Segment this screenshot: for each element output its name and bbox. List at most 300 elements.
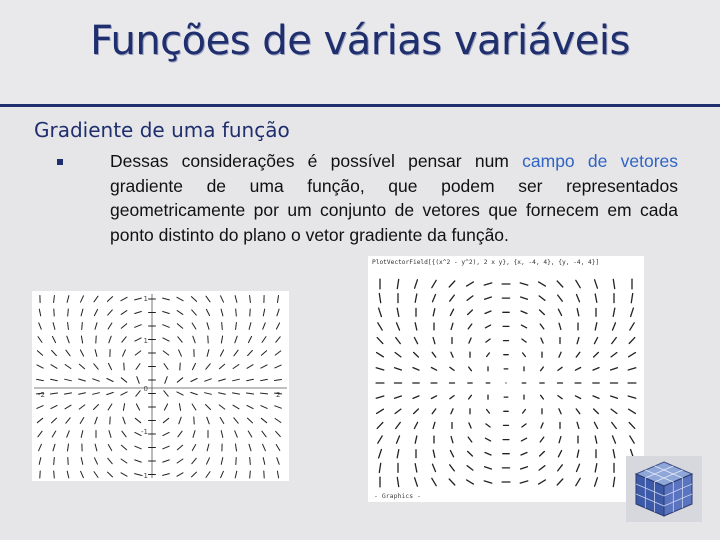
vector-arrow — [521, 297, 528, 299]
vector-arrow — [577, 338, 579, 344]
vector-arrow — [415, 280, 418, 288]
vector-arrow — [107, 379, 113, 382]
vector-arrow — [79, 405, 85, 409]
vector-arrow — [594, 352, 599, 357]
vector-arrow — [577, 309, 579, 316]
vector-arrow — [541, 395, 544, 399]
vector-arrow — [276, 337, 280, 342]
vector-arrow — [122, 431, 126, 437]
vector-arrow — [164, 391, 168, 396]
vector-arrow — [136, 391, 140, 396]
vector-arrow — [485, 311, 491, 314]
vector-arrow — [107, 297, 112, 302]
vector-arrow — [235, 296, 237, 303]
vector-arrow — [263, 444, 266, 450]
vector-arrow — [611, 396, 618, 398]
vector-arrow — [468, 451, 473, 456]
vector-arrow — [81, 309, 83, 316]
vector-arrow — [219, 364, 224, 369]
vector-arrow — [191, 392, 198, 394]
vector-arrow — [379, 308, 382, 316]
vector-arrow — [193, 431, 195, 438]
vector-arrow — [261, 351, 266, 356]
vector-arrow — [629, 353, 636, 357]
vector-arrow — [81, 336, 82, 343]
vector-arrow — [613, 279, 614, 288]
vector-arrow — [484, 283, 492, 285]
vector-arrow — [630, 323, 634, 330]
left-y-tick-label: 0 — [143, 385, 148, 393]
vector-arrow — [80, 418, 84, 424]
vector-arrow — [467, 296, 473, 300]
vector-arrow — [67, 431, 70, 437]
vector-arrow — [414, 338, 417, 344]
vector-arrow — [487, 353, 490, 357]
vector-arrow — [193, 363, 196, 369]
vector-arrow — [177, 297, 183, 300]
vector-arrow — [54, 296, 55, 303]
graphics-caption: - Graphics - — [374, 492, 421, 500]
vector-arrow — [163, 418, 168, 422]
vector-arrow — [94, 472, 98, 478]
vector-arrow — [54, 458, 55, 465]
vector-arrow — [595, 478, 598, 486]
vector-arrow — [163, 351, 169, 355]
vector-arrow — [94, 405, 99, 410]
vector-arrow — [539, 466, 545, 470]
vector-arrow — [485, 467, 492, 469]
vector-arrow — [540, 451, 545, 456]
vector-arrow — [108, 404, 112, 410]
vector-arrow — [135, 338, 141, 341]
vector-arrow — [121, 473, 127, 476]
vector-arrow — [431, 396, 436, 399]
vector-arrow — [247, 405, 253, 408]
vector-arrow — [521, 453, 527, 456]
left-vector-field-plot — [32, 291, 289, 481]
vector-arrow — [520, 481, 528, 483]
vector-arrow — [250, 296, 251, 303]
vector-arrow — [122, 337, 126, 342]
vector-arrow — [81, 458, 83, 465]
vector-arrow — [123, 404, 124, 411]
vector-arrow — [575, 396, 580, 399]
vector-arrow — [575, 368, 580, 371]
vector-arrow — [177, 392, 183, 395]
vector-arrow — [397, 323, 400, 330]
vector-arrow — [629, 409, 636, 413]
vector-arrow — [433, 450, 435, 457]
vector-arrow — [629, 423, 635, 429]
vector-arrow — [234, 418, 238, 423]
vector-arrow — [192, 458, 196, 463]
vector-arrow — [123, 350, 126, 356]
vector-arrow — [108, 323, 112, 329]
vector-arrow — [486, 339, 490, 342]
vector-arrow — [65, 405, 71, 409]
vector-arrow — [521, 438, 526, 441]
vector-arrow — [236, 444, 237, 451]
vector-arrow — [37, 365, 43, 368]
vector-arrow — [247, 365, 253, 369]
vector-arrow — [612, 422, 617, 428]
vector-arrow — [415, 478, 418, 486]
vector-arrow — [468, 310, 473, 315]
vector-arrow — [94, 296, 98, 302]
vector-arrow — [135, 312, 142, 314]
vector-arrow — [539, 296, 545, 300]
vector-arrow — [522, 424, 526, 427]
vector-arrow — [109, 363, 112, 369]
vector-arrow — [261, 393, 268, 394]
vector-arrow — [559, 437, 561, 443]
vector-arrow — [135, 446, 141, 449]
vector-arrow — [66, 350, 70, 356]
vector-arrow — [558, 451, 561, 457]
vector-arrow — [275, 406, 282, 408]
vector-arrow — [262, 337, 266, 343]
vector-arrow — [39, 458, 41, 465]
vector-arrow — [163, 325, 170, 328]
vector-arrow — [469, 423, 471, 428]
vector-arrow — [379, 463, 380, 472]
vector-arrow — [469, 338, 471, 343]
vector-arrow — [577, 450, 579, 457]
vector-arrow — [54, 471, 55, 478]
vector-arrow — [628, 368, 636, 370]
vector-arrow — [558, 309, 561, 315]
vector-arrow — [249, 323, 251, 330]
vector-arrow — [523, 353, 526, 357]
vector-arrow — [219, 405, 225, 409]
vector-arrow — [558, 367, 562, 370]
vector-arrow — [192, 445, 195, 451]
vector-arrow — [233, 379, 240, 381]
vector-arrow — [558, 295, 563, 301]
vector-arrow — [576, 478, 580, 485]
vector-arrow — [378, 436, 382, 443]
vector-arrow — [433, 422, 435, 428]
bullet-text-before: Dessas considerações é possível pensar num — [110, 151, 523, 171]
vector-arrow — [65, 393, 72, 394]
vector-arrow — [432, 409, 436, 414]
vector-arrow — [379, 450, 382, 458]
vector-arrow — [558, 465, 563, 471]
vector-arrow — [121, 311, 127, 315]
vector-arrow — [178, 431, 182, 437]
vector-arrow — [595, 294, 597, 302]
vector-arrow — [107, 392, 114, 394]
vector-arrow — [123, 417, 125, 424]
vector-arrow — [485, 297, 492, 299]
vector-arrow — [451, 352, 453, 357]
vector-arrow — [192, 472, 197, 477]
vector-arrow — [206, 364, 210, 369]
vector-arrow — [450, 309, 453, 315]
vector-arrow — [177, 311, 183, 315]
vector-arrow — [235, 336, 237, 343]
vector-arrow — [193, 336, 195, 343]
vector-arrow — [39, 309, 40, 316]
vector-arrow — [275, 380, 282, 381]
vector-arrow — [108, 445, 111, 451]
vector-arrow — [450, 396, 454, 399]
vector-arrow — [51, 379, 58, 380]
vector-arrow — [207, 323, 209, 330]
vector-arrow — [205, 379, 212, 381]
vector-arrow — [207, 417, 209, 424]
vector-arrow — [178, 337, 182, 342]
vector-arrow — [65, 379, 72, 381]
vector-arrow — [248, 336, 251, 342]
vector-arrow — [521, 467, 528, 469]
vector-arrow — [179, 417, 181, 424]
vector-arrow — [275, 351, 281, 355]
vector-arrow — [67, 336, 69, 343]
vector-arrow — [234, 350, 238, 356]
vector-arrow — [576, 280, 580, 287]
vector-arrow — [121, 459, 127, 463]
vector-arrow — [207, 350, 209, 357]
vector-arrow — [558, 396, 562, 399]
vector-arrow — [135, 325, 142, 328]
vector-arrow — [468, 437, 472, 442]
vector-arrow — [395, 396, 402, 398]
vector-arrow — [397, 450, 399, 458]
vector-arrow — [121, 297, 127, 300]
left-y-tick-label: -1 — [141, 428, 148, 436]
vector-arrow — [540, 324, 544, 329]
vector-arrow — [261, 406, 267, 409]
vector-arrow — [595, 464, 597, 472]
vector-arrow — [262, 431, 266, 437]
vector-arrow — [629, 338, 635, 344]
vector-arrow — [485, 325, 490, 328]
vector-arrow — [559, 323, 561, 329]
vector-arrow — [611, 368, 618, 370]
vector-arrow — [467, 480, 474, 484]
vector-arrow — [559, 352, 561, 357]
vector-arrow — [177, 459, 183, 463]
vector-arrow — [611, 353, 617, 357]
vector-arrow — [431, 368, 436, 371]
vector-arrow — [467, 282, 474, 286]
vector-arrow — [165, 377, 167, 384]
vector-arrow — [250, 458, 251, 465]
vector-arrow — [376, 368, 384, 370]
left-y-tick-label: -1 — [141, 472, 148, 480]
vector-arrow — [222, 323, 223, 330]
vector-arrow — [207, 444, 209, 451]
vector-arrow — [163, 474, 170, 476]
vector-arrow — [577, 464, 580, 471]
bullet-text — [110, 149, 678, 247]
cube-logo-icon — [626, 456, 702, 522]
left-plot-canvas — [32, 291, 289, 481]
vector-arrow — [433, 295, 436, 302]
vector-arrow — [177, 473, 183, 476]
vector-arrow — [486, 424, 490, 427]
vector-arrow — [522, 339, 526, 342]
vector-arrow — [163, 312, 170, 314]
vector-arrow — [450, 465, 455, 471]
vector-arrow — [414, 422, 417, 428]
vector-arrow — [121, 378, 126, 382]
vector-arrow — [249, 444, 251, 451]
vector-arrow — [261, 365, 267, 368]
left-x-tick-label: 2 — [276, 391, 281, 399]
vector-arrow — [396, 422, 401, 428]
vector-arrow — [236, 323, 237, 330]
vector-arrow — [221, 309, 223, 316]
vector-arrow — [415, 323, 417, 330]
vector-arrow — [95, 417, 97, 424]
vector-arrow — [613, 450, 615, 458]
vector-arrow — [164, 404, 167, 410]
vector-arrow — [520, 283, 528, 285]
vector-arrow — [81, 471, 84, 477]
vector-arrow — [108, 458, 112, 463]
vector-arrow — [594, 338, 597, 344]
vector-arrow — [577, 422, 579, 428]
vector-arrow — [263, 458, 265, 465]
vector-arrow — [206, 296, 210, 302]
bullet-text-after: gradiente de uma função, que podem ser representados geometricamente por um conjunto de vetores que fornecem em cada ponto distinto do plano o vetor gradiente da função. — [110, 175, 678, 245]
vector-arrow — [95, 444, 97, 451]
vector-arrow — [397, 436, 400, 443]
vector-arrow — [66, 418, 70, 423]
vector-arrow — [248, 350, 253, 355]
vector-arrow — [263, 323, 266, 329]
vector-arrow — [67, 471, 69, 478]
vector-arrow — [432, 352, 436, 357]
vector-arrow — [108, 310, 113, 315]
vector-arrow — [612, 338, 617, 344]
vector-arrow — [630, 436, 634, 443]
vector-arrow — [395, 368, 402, 370]
vector-arrow — [395, 353, 401, 357]
vector-arrow — [80, 350, 83, 356]
vector-arrow — [51, 405, 57, 408]
vector-arrow — [221, 336, 222, 343]
vector-arrow — [469, 395, 472, 399]
vector-arrow — [467, 466, 473, 470]
vector-arrow — [277, 458, 279, 465]
vector-arrow — [94, 364, 98, 369]
vector-arrow — [38, 337, 42, 343]
vector-arrow — [595, 280, 598, 288]
vector-arrow — [39, 444, 42, 450]
vector-arrow — [163, 298, 170, 300]
vector-arrow — [233, 393, 240, 394]
vector-arrow — [67, 296, 69, 303]
vector-arrow — [179, 404, 180, 411]
vector-arrow — [39, 323, 42, 329]
vector-arrow — [95, 323, 97, 330]
vector-arrow — [235, 471, 237, 478]
vector-arrow — [93, 379, 100, 381]
vector-arrow — [469, 367, 472, 371]
vector-arrow — [559, 409, 561, 414]
vector-arrow — [221, 471, 224, 477]
vector-arrow — [449, 479, 455, 485]
vector-arrow — [192, 310, 197, 315]
vector-arrow — [191, 297, 196, 302]
vector-arrow — [163, 338, 169, 341]
vector-arrow — [449, 281, 455, 287]
vector-arrow — [413, 396, 419, 399]
vector-arrow — [433, 464, 436, 471]
vector-arrow — [397, 477, 398, 486]
vector-arrow — [95, 350, 97, 357]
vector-arrow — [220, 418, 224, 424]
vector-arrow — [594, 422, 597, 428]
vector-arrow — [221, 296, 224, 302]
vector-arrow — [82, 323, 83, 330]
vector-arrow — [163, 460, 170, 462]
bullet-highlight: campo de vetores — [522, 151, 679, 171]
vector-arrow — [81, 431, 83, 438]
vector-arrow — [276, 431, 281, 436]
vector-arrow — [540, 437, 544, 442]
vector-arrow — [395, 409, 401, 413]
vector-arrow — [52, 431, 56, 437]
vector-arrow — [595, 323, 597, 330]
vector-arrow — [611, 409, 617, 413]
vector-arrow — [451, 323, 453, 329]
vector-arrow — [377, 338, 383, 344]
vector-arrow — [594, 409, 599, 414]
vector-arrow — [52, 336, 55, 342]
vector-arrow — [523, 410, 526, 414]
vector-arrow — [261, 379, 268, 380]
vector-arrow — [593, 368, 599, 371]
vector-arrow — [219, 379, 226, 381]
vector-arrow — [233, 365, 239, 369]
right-arrow-field — [376, 279, 636, 487]
vector-arrow — [275, 419, 281, 423]
vector-arrow — [248, 418, 253, 423]
vector-arrow — [613, 323, 616, 330]
vector-arrow — [236, 309, 237, 316]
vector-arrow — [541, 367, 544, 371]
vector-arrow — [397, 308, 399, 316]
vector-arrow — [397, 279, 398, 288]
vector-arrow — [377, 353, 384, 357]
vector-arrow — [631, 308, 634, 316]
vector-arrow — [51, 365, 57, 369]
vector-arrow — [413, 368, 419, 371]
vector-arrow — [487, 410, 490, 414]
vector-arrow — [37, 351, 42, 356]
vector-arrow — [576, 352, 580, 357]
vector-arrow — [451, 409, 453, 414]
vector-arrow — [541, 338, 543, 343]
vector-arrow — [135, 351, 141, 355]
vector-arrow — [377, 423, 383, 429]
vector-arrow — [109, 336, 111, 343]
vector-arrow — [68, 323, 69, 330]
vector-arrow — [450, 451, 453, 457]
vector-arrow — [220, 350, 223, 356]
title-rule — [0, 104, 720, 107]
vector-arrow — [451, 437, 453, 443]
vector-arrow — [206, 472, 210, 478]
vector-arrow — [135, 298, 142, 300]
vector-arrow — [450, 367, 454, 370]
vector-arrow — [93, 393, 100, 395]
vector-arrow — [135, 460, 142, 462]
